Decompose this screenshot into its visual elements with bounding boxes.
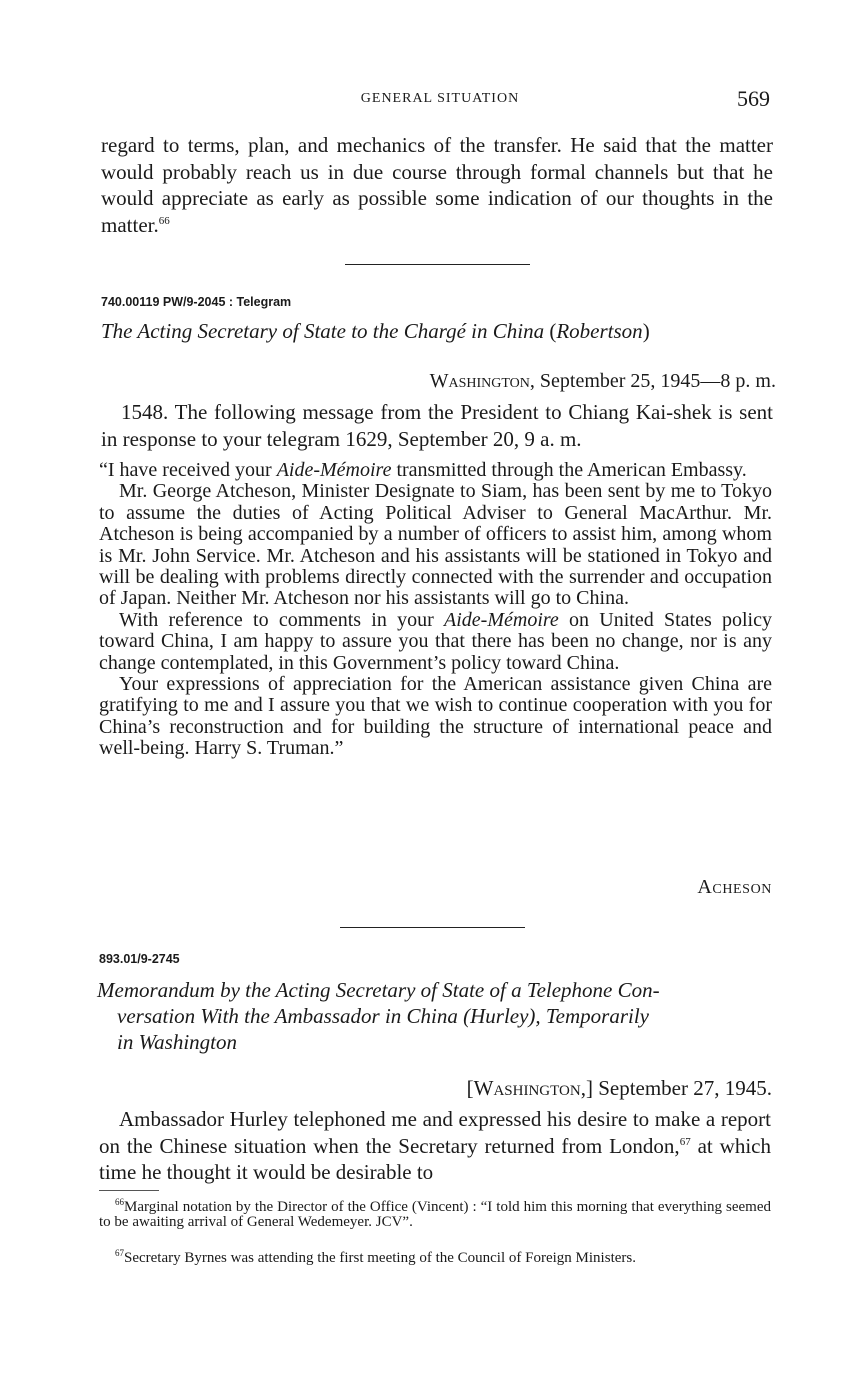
message-text: “I have received your — [99, 459, 277, 481]
memorandum-body — [99, 1106, 771, 1186]
document-title-1 — [101, 318, 781, 345]
footnote-rule — [99, 1190, 159, 1191]
message-emphasis: Aide-Mémoire — [276, 459, 392, 481]
title-segment: The Acting Secretary of State to the — [101, 319, 404, 343]
message-paragraph-3 — [99, 610, 772, 674]
dateline-date: September 25, 1945—8 p. m. — [534, 370, 776, 392]
file-number-1: 740.00119 PW/9-2045 : Telegram — [101, 295, 292, 309]
telegram-intro: 1548. The following message from the President to Chiang Kai-shek is sent in response to your telegram 1629, September 20, 9 a. m. — [101, 400, 773, 451]
message-text: on United States policy toward China, I am happy to assure you that there has been no change, nor is any change contemplated, in this Government’s policy toward China. — [99, 608, 772, 674]
presidential-message — [99, 460, 772, 760]
footnote-ref-67: 67 — [679, 1135, 691, 1148]
footnote-mark: 67 — [115, 1248, 124, 1258]
carryover-paragraph — [101, 132, 773, 238]
title-line: versation With the Ambassador in China (Hurley), Temporarily — [117, 1004, 649, 1028]
footnote-ref-66: 66 — [158, 214, 170, 227]
footnote-66 — [99, 1197, 771, 1230]
dateline-1 — [100, 370, 776, 393]
section-divider — [340, 927, 525, 928]
dateline-date: ] September 27, 1945. — [585, 1076, 772, 1100]
title-segment: Chargé — [403, 319, 466, 343]
title-segment: Robertson — [556, 319, 643, 343]
title-segment: ) — [642, 319, 650, 343]
body-text: Ambassador Hurley telephoned me and expressed his desire to make a report on the Chinese situation when the Secretary returned from London, — [99, 1107, 771, 1158]
message-text: With reference to comments in your — [119, 608, 445, 631]
file-number-2: 893.01/9-2745 — [99, 952, 180, 966]
running-title: GENERAL SITUATION — [360, 91, 520, 106]
message-paragraph-4: Your expressions of appreciation for the American assistance given China are gratifying to me and I assure you that we wish to continue cooperation with you for China’s reconstruction and for building the structure of international peace and well-being. Harry S. Truman.” — [99, 673, 772, 760]
page-number: 569 — [737, 86, 770, 111]
title-segment: China — [492, 319, 545, 343]
document-title-2 — [97, 977, 787, 1055]
title-segment: in — [465, 319, 493, 343]
footnote-67 — [99, 1248, 771, 1266]
dateline-place: Washington, — [473, 1076, 586, 1100]
footnote-text: Secretary Byrnes was attending the first meeting of the Council of Foreign Ministers. — [124, 1250, 636, 1266]
body-text: at which time he thought it would be desirable to — [99, 1133, 771, 1184]
footnote-text: Marginal notation by the Director of the Office (Vincent) : “I told him this morning that everything seemed to be awaiting arrival of General Wedemeyer. JCV”. — [99, 1199, 771, 1230]
title-line: Memorandum by the Acting Secretary of State of a Telephone Con- — [97, 978, 660, 1002]
signature: Acheson — [697, 876, 772, 898]
title-line: in Washington — [117, 1030, 237, 1054]
dateline-bracket: [ — [466, 1076, 474, 1100]
message-text: transmitted through the American Embassy. — [391, 459, 747, 481]
message-emphasis: Aide-Mémoire — [444, 608, 559, 631]
dateline-2 — [100, 1076, 772, 1101]
section-divider — [345, 264, 530, 265]
carryover-text: regard to terms, plan, and mechanics of the transfer. He said that the matter would probably reach us in due course through formal channels but that he would appreciate as early as possible some indication of our thoughts in the matter. — [101, 133, 773, 237]
dateline-place: Washington, — [429, 370, 535, 392]
message-paragraph-1 — [99, 460, 772, 481]
message-paragraph-2: Mr. George Atcheson, Minister Designate to Siam, has been sent by me to Tokyo to assume the duties of Acting Political Adviser to General MacArthur. Mr. Atcheson is being accompanied by a number of officers to assist him, among whom is Mr. John Service. Mr. Atcheson and his assistants will be stationed in Tokyo and will be dealing with problems directly connected with the surrender and occupation of Japan. Neither Mr. Atcheson nor his assistants will go to China. — [99, 480, 772, 610]
title-segment: ( — [544, 319, 557, 343]
footnote-mark: 66 — [115, 1197, 124, 1207]
